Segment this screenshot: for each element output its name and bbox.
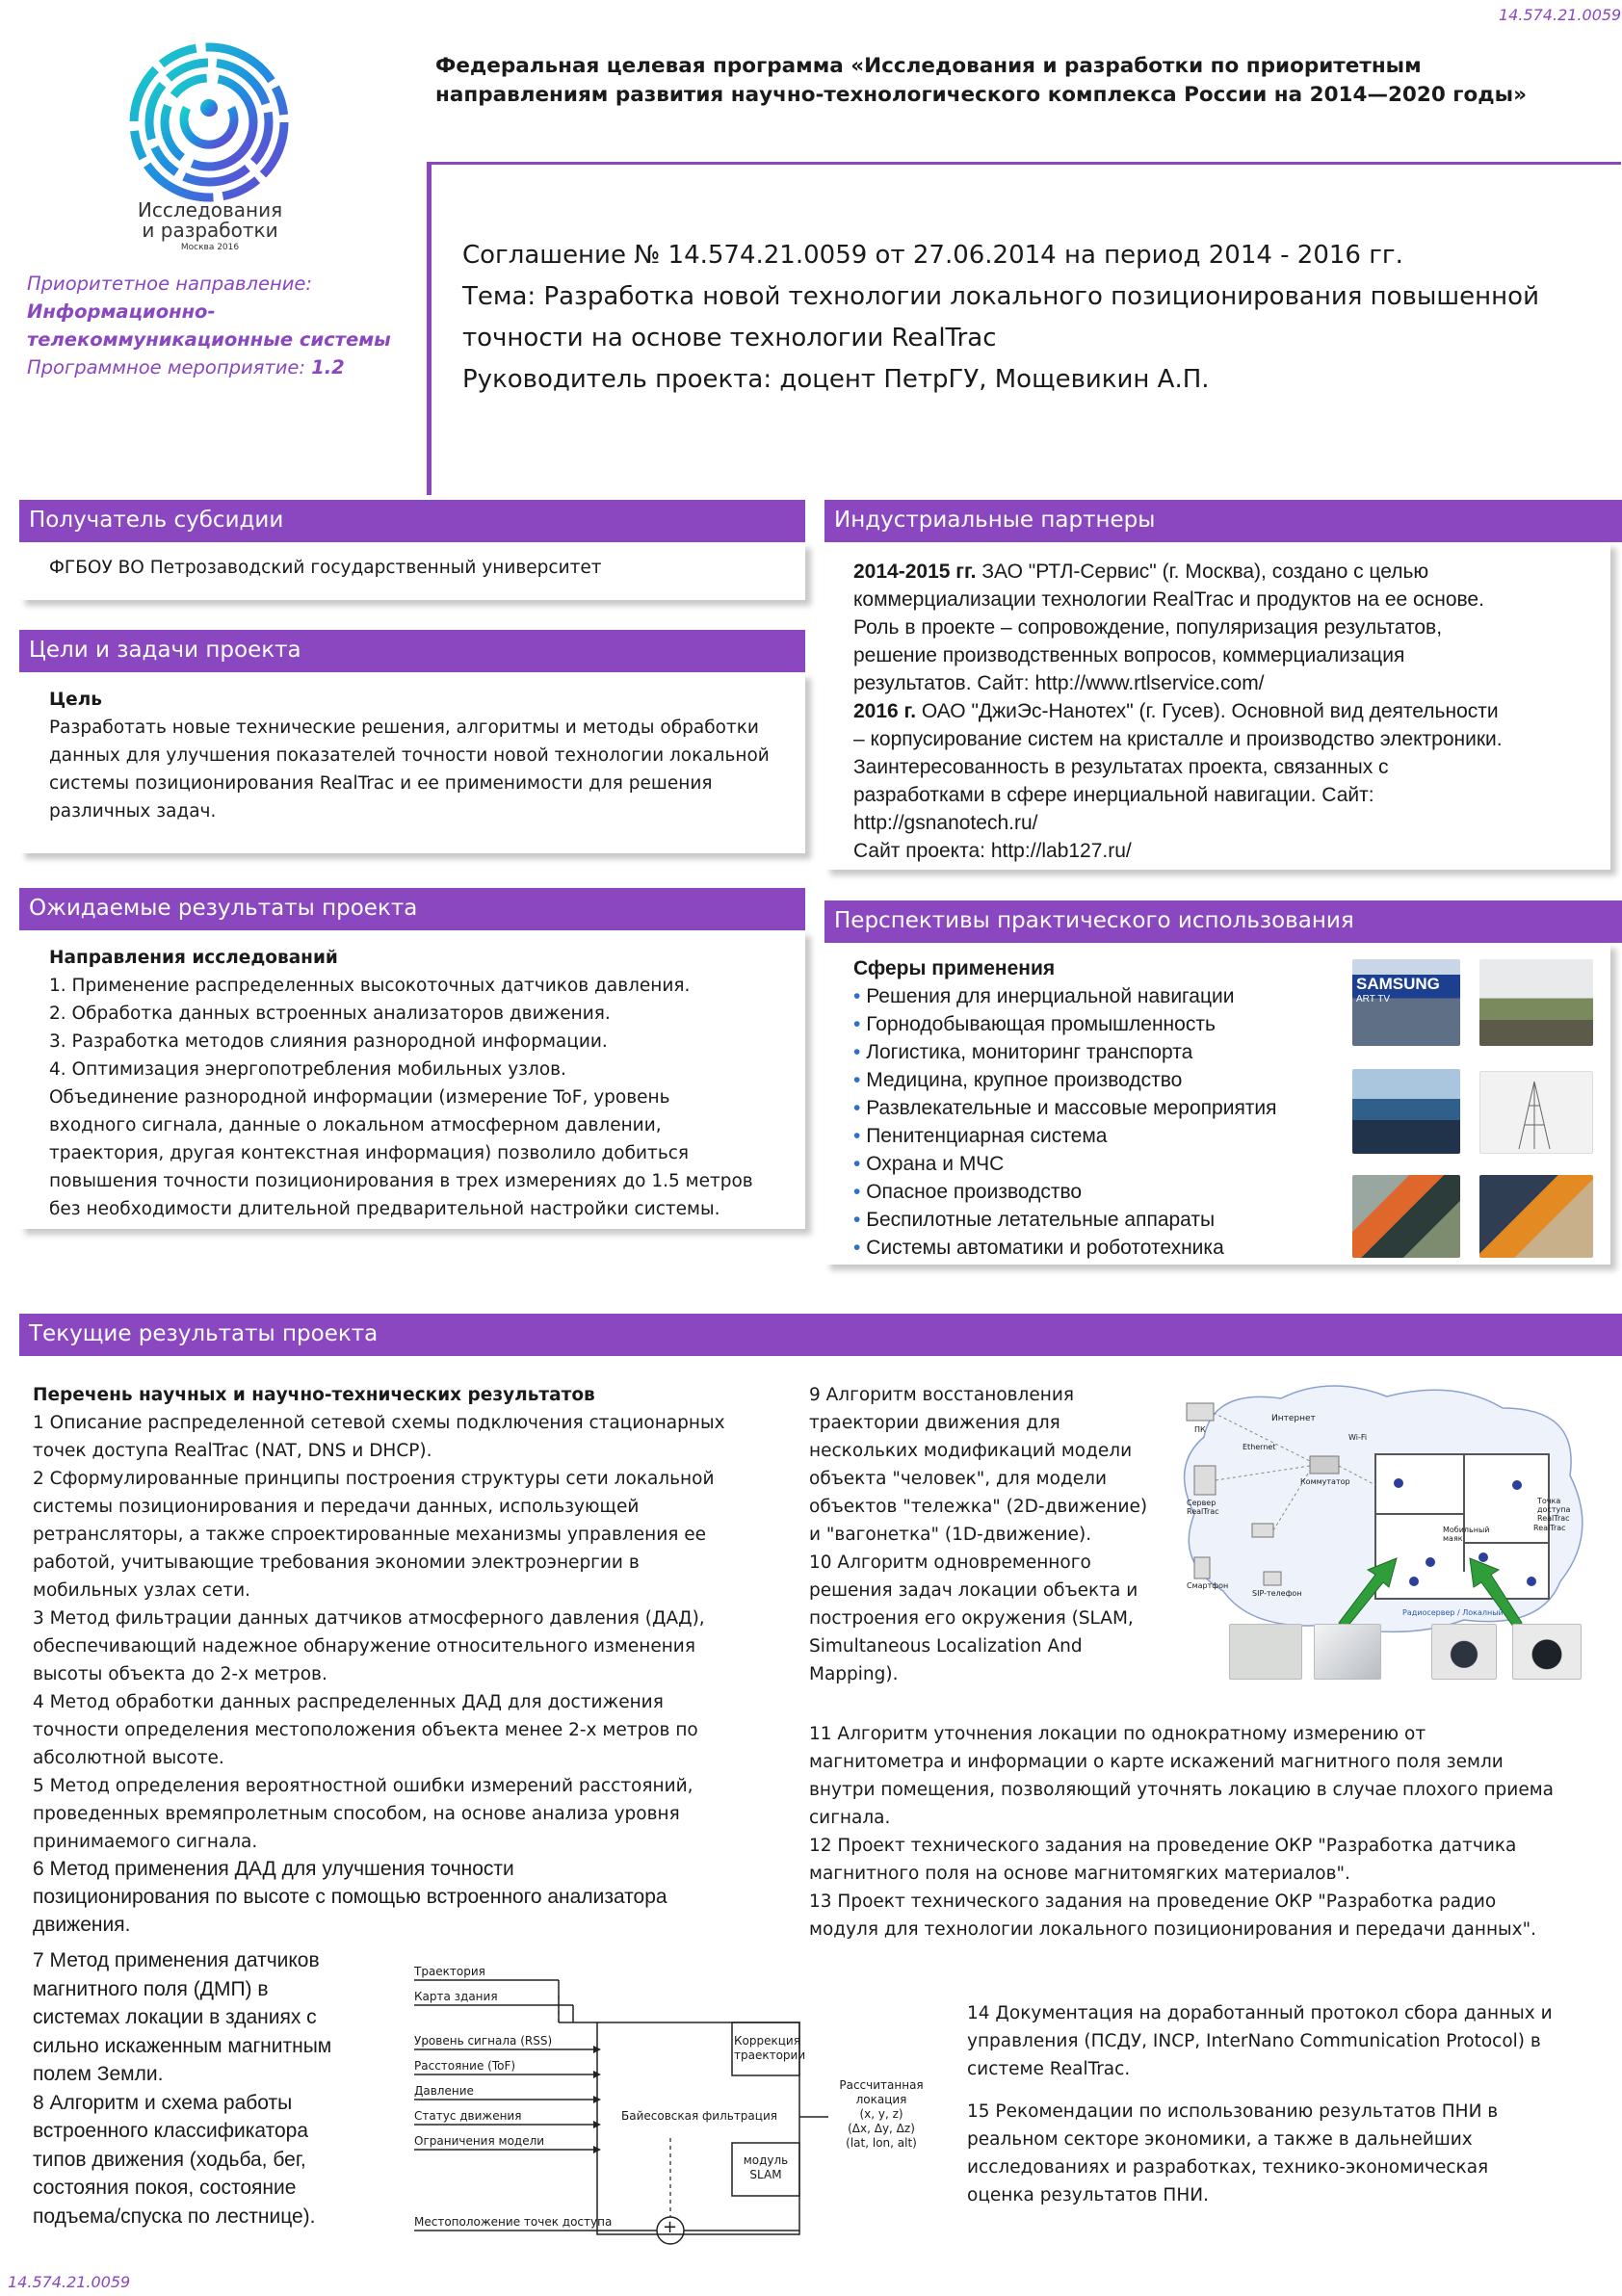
partner1-line: ЗАО "РТЛ-Сервис" (г. Москва), создано с целью — [976, 561, 1429, 583]
logo-text-3: Москва 2016 — [180, 243, 240, 252]
device-photo-3 — [1431, 1624, 1497, 1680]
goals-header: Цели и задачи проекта — [19, 630, 805, 672]
agreement-text: Соглашение № 14.574.21.0059 от 27.06.2014 на период 2014 - 2016 гг. — [462, 241, 1403, 270]
result-1113-line: модуля для технологии локального позиционирования и передачи данных". — [809, 1919, 1536, 1940]
result-line: мобильных узлах сети. — [33, 1580, 250, 1601]
result-1113-line: 12 Проект технического задания на проведение ОКР "Разработка датчика — [809, 1836, 1517, 1856]
partner2-years: 2016 г. — [853, 700, 917, 722]
expected-line: без необходимости длительной предварительной настройки системы. — [49, 1199, 720, 1219]
partner2-line: – корпусирование систем на кристалле и производство электроники. — [853, 728, 1503, 750]
result-line: 2 Сформулированные принципы построения структуры сети локальной — [33, 1469, 715, 1489]
result-line: ретрансляторы, а также спроектированные механизмы управления ее — [33, 1525, 707, 1545]
photo-logistics — [1352, 1069, 1460, 1154]
result-78-line: 8 Алгоритм и схема работы — [33, 2091, 293, 2114]
result-15-line: 15 Рекомендации по использованию результатов ПНИ в — [967, 2101, 1499, 2122]
topic-line-2: точности на основе технологии RealTrac — [462, 324, 997, 352]
network-diagram: Интернет Мобильный маяк Точка доступа RealTrac Радиосервер / Локалный ПК Сервер RealTrac Ethernet Wi-Fi Коммутатор Смартфон SIP-телефон RealTrac — [1175, 1379, 1599, 1641]
goals-line: Разработать новые технические решения, алгоритмы и методы обработки — [49, 718, 759, 738]
partners-body — [824, 542, 1610, 870]
program-title-2: направлениям развития научно-технологического комплекса России на 2014—2020 годы» — [435, 83, 1527, 107]
expected-line: траектория, другая контекстная информация) позволило добиться — [49, 1143, 690, 1163]
result-78-line: типов движения (ходьба, бег, — [33, 2148, 306, 2171]
result-910-line: 10 Алгоритм одновременного — [809, 1552, 1091, 1573]
result-line: точек доступа RealTrac (NAT, DNS и DHCP). — [33, 1441, 432, 1461]
goals-line: данных для улучшения показателей точности новой технологии локальной — [49, 745, 770, 766]
sphere-item: • Охрана и МЧС — [853, 1153, 1005, 1175]
result-78-line: состояния покоя, состояние — [33, 2177, 297, 2199]
result-910-line: построения его окружения (SLAM, — [809, 1608, 1134, 1629]
photo-samsung-store: SAMSUNG ART TV — [1352, 959, 1460, 1046]
sphere-item: • Логистика, мониторинг транспорта — [853, 1041, 1193, 1063]
result-910-line: траектории движения для — [809, 1413, 1060, 1433]
partner1-line: коммерциализации технологии RealTrac и продуктов на ее основе. — [853, 588, 1484, 611]
doc-code-bottom: 14.574.21.0059 — [8, 2273, 131, 2291]
result-line: работой, учитывающие требования экономии электроэнергии в — [33, 1552, 640, 1573]
result-1113-line: внутри помещения, позволяющий уточнять локацию в случае плохого приема — [809, 1780, 1554, 1800]
result-line: высоты объекта до 2-х метров. — [33, 1664, 327, 1684]
result-910-line: нескольких модификаций модели — [809, 1441, 1133, 1461]
result-line: 4 Метод обработки данных распределенных ДАД для достижения — [33, 1692, 664, 1712]
expected-line: 2. Обработка данных встроенных анализаторов движения. — [49, 1004, 611, 1024]
priority-value-1: Информационно- — [27, 300, 216, 323]
sphere-item: • Решения для инерциальной навигации — [853, 985, 1235, 1007]
photo-rescue — [1352, 1175, 1460, 1258]
result-line: 3 Метод фильтрации данных датчиков атмосферного давления (ДАД), — [33, 1608, 705, 1629]
arrows-green — [1329, 1551, 1541, 1628]
perspectives-header: Перспективы практического использования — [824, 900, 1622, 943]
result-line: системы позиционирования и передачи данных, использующей — [33, 1497, 640, 1517]
partner2-line: Заинтересованность в результатах проекта, связанных с — [853, 756, 1389, 778]
expected-subtitle: Направления исследований — [49, 948, 338, 968]
photo-mining — [1479, 959, 1593, 1046]
perspectives-subtitle: Сферы применения — [853, 957, 1056, 979]
result-15-line: реальном секторе экономики, а также в дальнейших — [967, 2129, 1473, 2150]
recipient-text: ФГБОУ ВО Петрозаводский государственный университет — [49, 558, 602, 578]
sphere-item: • Развлекательные и массовые мероприятия — [853, 1097, 1277, 1119]
logo-text-1: Исследования — [137, 198, 283, 222]
project-leader: Руководитель проекта: доцент ПетрГУ, Мощевикин А.П. — [462, 365, 1210, 394]
result-910-line: решения задач локации объекта и — [809, 1580, 1138, 1601]
program-logo — [127, 40, 291, 204]
doc-code-top: 14.574.21.0059 — [1499, 6, 1622, 24]
result-6-line: движения. — [33, 1914, 131, 1936]
logo-rings-icon — [127, 40, 291, 204]
result-line: проведенных времяпролетным способом, на основе анализа уровня — [33, 1804, 680, 1824]
partner2-line: http://gsnanotech.ru/ — [853, 812, 1038, 834]
result-line: 1 Описание распределенной сетевой схемы подключения стационарных — [33, 1413, 725, 1433]
sphere-item: • Системы автоматики и робототехника — [853, 1237, 1224, 1259]
expected-header: Ожидаемые результаты проекта — [19, 888, 805, 930]
result-line: абсолютной высоте. — [33, 1748, 224, 1768]
result-78-line: магнитного поля (ДМП) в — [33, 1977, 269, 2000]
result-910-line: объектов "тележка" (2D-движение) — [809, 1497, 1148, 1517]
photo-structure — [1479, 1071, 1593, 1154]
device-photo-2 — [1314, 1624, 1381, 1680]
bayes-diagram: Траектория Карта здания Уровень сигнала (RSS) Расстояние (ToF) Давление Статус движения Ограничения модели Местоположение точек доступа Коррекция траектории Байесовская фильтрация модуль SLAM Рассчитанная локация (x, y, z) (Δx, Δy, Δz) (lat, lon, alt) + — [405, 1965, 944, 2254]
result-1113-line: 11 Алгоритм уточнения локации по однократному измерению от — [809, 1724, 1426, 1744]
result-78-line: встроенного классификатора — [33, 2120, 309, 2142]
topic-line-1: Тема: Разработка новой технологии локального позиционирования повышенной — [462, 282, 1539, 311]
partner2-line: разработками в сфере инерциальной навигации. Сайт: — [853, 784, 1374, 806]
goals-subtitle: Цель — [49, 690, 102, 710]
result-line: обеспечивающий надежное обнаружение относительного изменения — [33, 1636, 695, 1657]
result-1113-line: магнитного поля на основе магнитомягких материалов". — [809, 1864, 1350, 1884]
partner1-years: 2014-2015 гг. — [853, 561, 977, 583]
device-photo-4 — [1512, 1624, 1582, 1680]
result-14-line: управления (ПСДУ, INCP, InterNano Communication Protocol) в — [967, 2031, 1541, 2051]
partner1-line: Роль в проекте – сопровождение, популяризация результатов, — [853, 616, 1443, 639]
expected-line: повышения точности позиционирования в трех измерениях до 1.5 метров — [49, 1171, 753, 1191]
result-line: принимаемого сигнала. — [33, 1832, 258, 1852]
partner2-line: ОАО "ДжиЭс-Нанотех" (г. Гусев). Основной вид деятельности — [916, 700, 1499, 722]
expected-line: 3. Разработка методов слияния разнородной информации. — [49, 1031, 608, 1052]
sphere-item: • Медицина, крупное производство — [853, 1069, 1183, 1091]
result-14-line: 14 Документация на доработанный протокол сбора данных и — [967, 2003, 1553, 2023]
result-14-line: системе RealTrac. — [967, 2059, 1131, 2079]
result-78-line: системах локации в зданиях с — [33, 2006, 317, 2028]
result-78-line: полем Земли. — [33, 2063, 164, 2085]
current-subtitle: Перечень научных и научно-технических результатов — [33, 1385, 595, 1405]
project-site: Сайт проекта: http://lab127.ru/ — [853, 840, 1132, 862]
result-910-line: объекта "человек", для модели — [809, 1469, 1107, 1489]
result-15-line: оценка результатов ПНИ. — [967, 2185, 1209, 2205]
priority-value-2: телекоммуникационные системы — [27, 328, 391, 351]
partner1-line: результатов. Сайт: http://www.rtlservice.com/ — [853, 672, 1265, 694]
current-header: Текущие результаты проекта — [19, 1314, 1622, 1356]
partner1-line: решение производственных вопросов, коммерциализация — [853, 644, 1405, 666]
expected-body — [19, 930, 805, 1229]
program-title-1: Федеральная целевая программа «Исследования и разработки по приоритетным — [435, 54, 1422, 78]
goals-body — [19, 672, 805, 853]
goals-line: различных задач. — [49, 801, 217, 822]
expected-line: входного сигнала, данные о локальном атмосферном давлении, — [49, 1115, 662, 1135]
result-1113-line: сигнала. — [809, 1808, 891, 1828]
expected-line: 1. Применение распределенных высокоточных датчиков давления. — [49, 976, 691, 996]
priority-label: Приоритетное направление: — [27, 273, 313, 295]
tower-icon — [1480, 1072, 1594, 1155]
sphere-item: • Беспилотные летательные аппараты — [853, 1209, 1216, 1231]
result-78-line: 7 Метод применения датчиков — [33, 1949, 320, 1971]
recipient-header: Получатель субсидии — [19, 500, 805, 542]
sphere-item: • Пенитенциарная система — [853, 1125, 1108, 1147]
device-photo-1 — [1229, 1624, 1302, 1680]
partners-header: Индустриальные партнеры — [824, 500, 1622, 542]
sphere-item: • Опасное производство — [853, 1181, 1083, 1203]
result-910-line: Simultaneous Localization And — [809, 1636, 1083, 1657]
logo-text-2: и разработки — [142, 219, 278, 242]
result-15-line: исследованиях и разработках, технико-экономическая — [967, 2157, 1489, 2178]
result-6-line: позиционирования по высоте с помощью встроенного анализатора — [33, 1886, 667, 1908]
arrow-up-icon — [1329, 1551, 1541, 1628]
sphere-item: • Горнодобывающая промышленность — [853, 1013, 1216, 1035]
result-910-line: Mapping). — [809, 1664, 899, 1684]
result-910-line: и "вагонетка" (1D-движение). — [809, 1525, 1092, 1545]
event-value: 1.2 — [311, 356, 345, 378]
result-6-line: 6 Метод применения ДАД для улучшения точности — [33, 1858, 514, 1880]
result-line: 5 Метод определения вероятностной ошибки измерений расстояний, — [33, 1776, 693, 1796]
result-1113-line: 13 Проект технического задания на проведение ОКР "Разработка радио — [809, 1892, 1497, 1912]
photo-worker — [1479, 1175, 1593, 1258]
expected-line: 4. Оптимизация энергопотребления мобильных узлов. — [49, 1059, 566, 1080]
result-line: точности определения местоположения объекта менее 2-х метров по — [33, 1720, 698, 1740]
expected-line: Объединение разнородной информации (измерение ToF, уровень — [49, 1087, 670, 1108]
recipient-body — [19, 542, 805, 600]
result-910-line: 9 Алгоритм восстановления — [809, 1385, 1074, 1405]
result-78-line: сильно искаженным магнитным — [33, 2034, 332, 2057]
goals-line: системы позиционирования RealTrac и ее применимости для решения — [49, 773, 713, 794]
result-1113-line: магнитометра и информации о карте искажений магнитного поля земли — [809, 1752, 1504, 1772]
event-label: Программное мероприятие: — [27, 356, 305, 378]
result-78-line: подъема/спуска по лестнице). — [33, 2205, 316, 2228]
